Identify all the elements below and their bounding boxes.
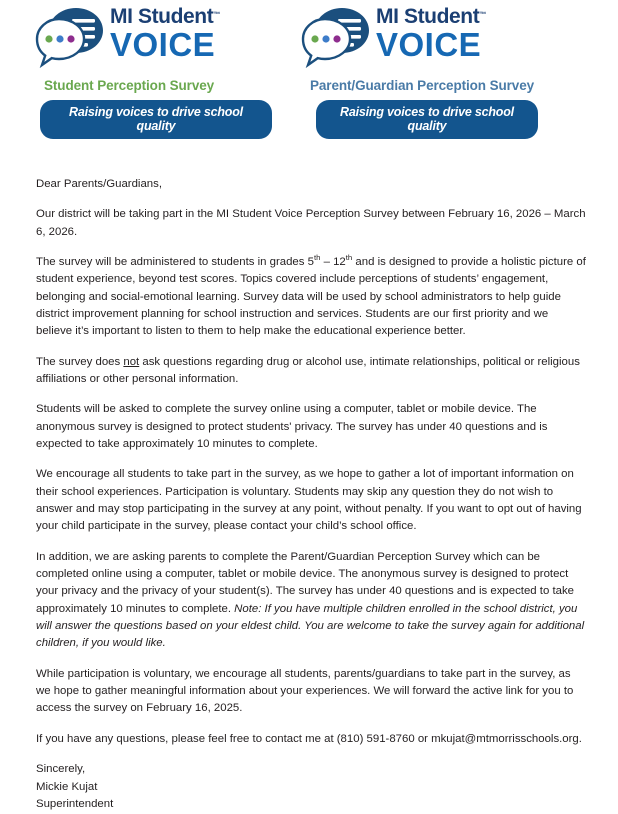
brand-name-line2: VOICE [376,26,482,63]
p3-part-b: ask questions regarding drug or alcohol use, intimate relationships, political or religious affiliations or other personal information. [36,355,580,385]
brand-name-line1: MI Student [376,5,480,28]
paragraph-excluded-topics [36,354,586,389]
student-logo-row [34,0,272,72]
p3-emphasis-not: not [123,355,140,368]
dot-blue [322,35,329,42]
paragraph-parent-survey [36,549,586,653]
dot-green [311,35,318,42]
dot-blue [56,35,63,42]
p2-superscript-1: th [313,253,321,263]
parent-logo-row [300,0,538,72]
logo-header-band [0,0,618,145]
dot-purple [333,35,340,42]
p6-note-italic: Note: If you have multiple children enrolled in the school district, you will answer the questions based on your eldest child. You are welcome to take the survey again for additional children, if you would like. [36,602,585,650]
parent-tagline-pill: Raising voices to drive school quality [316,100,538,139]
paragraph-student-logistics: Students will be asked to complete the survey online using a computer, tablet or mobile device. The anonymous survey is designed to protect students' privacy. The survey has under 40 questions and is expected to take approximately 10 minutes to complete. [36,403,548,450]
dot-purple [67,35,74,42]
speech-bubbles-icon [34,6,106,68]
speech-bubbles-icon [300,6,372,68]
p2-part-b: – 12 [320,255,346,268]
closing-line: Sincerely, [36,762,86,775]
p2-part-c: and is designed to provide a holistic picture of student experience, beyond test scores. Topics covered include perceptions of students’ engagement, belonging and social-emotional learning. Survey data will be used by school administrators to help guide district improvement planning for school instruction and services. Students are our first priority and we believe it’s important to listen to them to help make the educational experience better. [36,255,586,338]
signer-title: Superintendent [36,798,114,811]
salutation: Dear Parents/Guardians, [36,178,162,190]
paragraph-survey-window: Our district will be taking part in the MI Student Voice Perception Survey between February 16, 2026 – March 6, 2026. [36,208,586,238]
parent-survey-logo [300,0,538,139]
brand-name-line2: VOICE [110,26,216,63]
parent-logo-subtitle: Parent/Guardian Perception Survey [310,78,535,93]
signature-block [36,761,586,814]
dot-green [45,35,52,42]
trademark-symbol: ™ [213,11,221,19]
student-logo-subtitle: Student Perception Survey [44,78,215,93]
trademark-symbol: ™ [479,11,487,19]
p6-part-a: In addition, we are asking parents to complete the Parent/Guardian Perception Survey which can be completed online using a computer, tablet or mobile device. The anonymous survey is designed to protect your privacy and the privacy of your student(s). The survey has under 40 questions and is expected to take approximately 10 minutes to complete. [36,550,574,615]
p2-superscript-2: th [345,253,353,263]
paragraph-voluntary-closing: While participation is voluntary, we encourage all students, parents/guardians to take part in the survey, as we hope to gather meaningful information about your experiences. We will forward the active link for you to access the survey on February 16, 2025. [36,667,574,715]
paragraph-survey-overview [36,254,586,341]
parent-wordmark [376,0,486,61]
student-tagline-pill: Raising voices to drive school quality [40,100,272,139]
signer-name: Mickie Kujat [36,780,98,793]
p2-part-a: The survey will be administered to students in grades 5 [36,255,314,268]
student-wordmark [110,0,220,61]
paragraph-contact-info: If you have any questions, please feel free to contact me at (810) 591-8760 or mkujat@mtmorrisschools.org. [36,732,582,745]
student-survey-logo [34,0,272,139]
brand-name-line1: MI Student [110,5,214,28]
paragraph-participation-encouragement: We encourage all students to take part in the survey, as we hope to gather a lot of important information on their school experiences. Participation is voluntary. Students may skip any question they do not wish to answer and may stop participating in the survey at any point, without penalty. If you want to opt out of having your child participate in the survey, please contact your child’s school office. [36,468,582,533]
p3-part-a: The survey does [36,355,124,368]
letter-body [36,176,586,814]
